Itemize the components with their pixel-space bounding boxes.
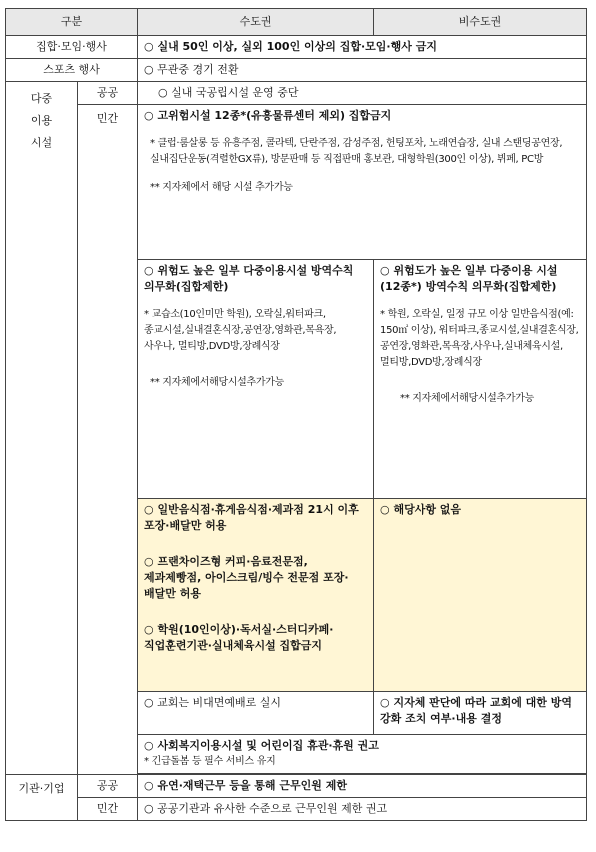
- welfare-text: ○ 사회복지이용시설 및 어린이집 휴관·휴원 권고: [144, 739, 379, 752]
- agencies-private-text: ○ 공공기관과 유사한 수준으로 근무인원 제한 권고: [138, 798, 587, 821]
- facilities-label-3: 시설: [30, 136, 53, 149]
- facilities-label-1: 다중: [30, 92, 53, 105]
- row-high-risk: [6, 105, 587, 260]
- facilities-public-label: 공공: [78, 82, 138, 105]
- nonmetro-restriction-title: ○ 위험도가 높은 일부 다중이용 시설(12종*) 방역수칙 의무화(집합제한): [380, 264, 558, 293]
- row-sports: [6, 59, 587, 82]
- facilities-label-2: 이용: [30, 114, 53, 127]
- header-nonmetro: 비수도권: [374, 9, 587, 36]
- row-gathering: [6, 36, 587, 59]
- nonmetro-yellow-cell: ○ 해당사항 없음: [374, 499, 587, 692]
- high-risk-note: * 클럽·룸살롱 등 유흥주점, 콜라텍, 단란주점, 감성주점, 헌팅포차, 노래연습장, 실내 스탠딩공연장, 실내집단운동(격렬한GX류), 방문판매 등 직접판매 홍보관, 대형학원(300인 이상), 뷔페, PC방: [150, 138, 563, 165]
- sports-label: 스포츠 행사: [6, 59, 138, 82]
- high-risk-title: ○ 고위험시설 12종*(유흥물류센터 제외) 집합금지: [144, 109, 392, 122]
- metro-restriction-cell: [138, 260, 374, 499]
- facilities-public-text: ○ 실내 국공립시설 운영 중단: [138, 82, 587, 105]
- agencies-private-label: 민간: [78, 798, 138, 821]
- welfare-note: * 긴급돌봄 등 필수 서비스 유지: [144, 756, 276, 767]
- yellow-item-1: ○ 일반음식점·휴게음식점·제과점 21시 이후 포장·배달만 허용: [144, 503, 359, 532]
- row-agency-private: [6, 798, 587, 821]
- gathering-label: 집합·모임·행사: [6, 36, 138, 59]
- high-risk-note2: ** 지자체에서 해당 시설 추가가능: [150, 182, 293, 193]
- nonmetro-restriction-cell: [374, 260, 587, 499]
- agencies-public-text: ○ 유연·재택근무 등을 통해 근무인원 제한: [138, 775, 587, 798]
- header-category: 구분: [6, 9, 138, 36]
- metro-restriction-title: ○ 위험도 높은 일부 다중이용시설 방역수칙 의무화(집합제한): [144, 264, 354, 293]
- sports-text: ○ 무관중 경기 전환: [138, 59, 587, 82]
- yellow-item-3: ○ 학원(10인이상)·독서실·스터디카페·직업훈련기관·실내체육시설 집합금지: [144, 623, 334, 652]
- yellow-item-2: ○ 프랜차이즈형 커피·음료전문점, 제과제빵점, 아이스크림/빙수 전문점 포장·배달만 허용: [144, 555, 349, 600]
- nonmetro-restriction-note2: ** 지자체에서해당시설추가가능: [400, 393, 534, 404]
- church-metro: ○ 교회는 비대면예배로 실시: [138, 692, 374, 735]
- metro-yellow-cell: [138, 499, 374, 692]
- header-row: [6, 9, 587, 36]
- nonmetro-restriction-note: * 학원, 오락실, 일정 규모 이상 일반음식점(예: 150㎡ 이상), 워터파크,종교시설,실내결혼식장,공연장,영화관,목욕장,사우나,실내체육시설,멀티방,DVD방,장례식장: [380, 309, 579, 368]
- agencies-public-label: 공공: [78, 775, 138, 798]
- facilities-private-label: 민간: [78, 105, 138, 775]
- agencies-label: 기관·기업: [6, 775, 78, 821]
- metro-restriction-note2: ** 지자체에서해당시설추가가능: [150, 377, 284, 388]
- row-facilities-public: [6, 82, 587, 105]
- header-metro: 수도권: [138, 9, 374, 36]
- row-agency-public: [6, 775, 587, 798]
- welfare-cell: [138, 735, 587, 774]
- facilities-label: [6, 82, 78, 775]
- gathering-text: ○ 실내 50인 이상, 실외 100인 이상의 집합·모임·행사 금지: [138, 36, 587, 59]
- social-distancing-table: [5, 8, 587, 821]
- high-risk-cell: [138, 105, 587, 260]
- metro-restriction-note: * 교습소(10인미만 학원), 오락실,워터파크, 종교시설,실내결혼식장,공연장,영화관,목욕장,사우나, 멀티방,DVD방,장례식장: [144, 309, 337, 352]
- church-nonmetro: ○ 지자체 판단에 따라 교회에 대한 방역 강화 조치 여부·내용 결정: [374, 692, 587, 735]
